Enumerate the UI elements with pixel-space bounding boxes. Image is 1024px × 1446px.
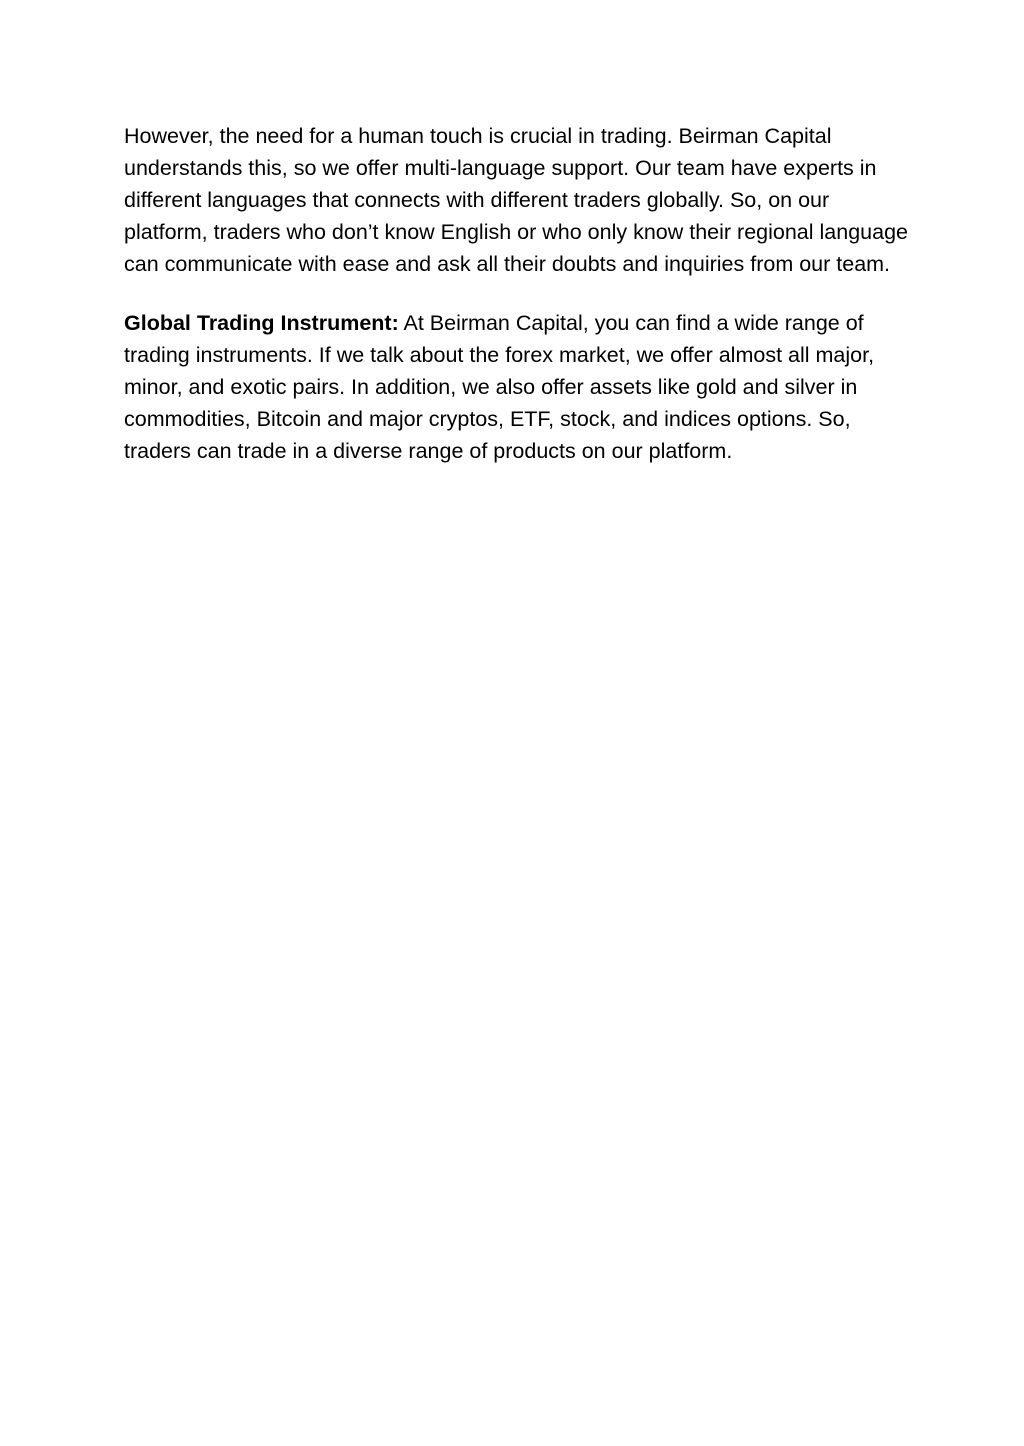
paragraph-multilanguage-support	[124, 120, 914, 280]
paragraph-heading: Global Trading Instrument:	[124, 311, 399, 335]
document-page	[124, 120, 914, 494]
paragraph-body: At Beirman Capital, you can find a wide range of trading instruments. If we talk about the forex market, we offer almost all major, minor, and exotic pairs. In addition, we also offer assets like gold and silver in commodities, Bitcoin and major cryptos, ETF, stock, and indices options. So, traders can trade in a diverse range of products on our platform.	[124, 311, 875, 463]
paragraph-body: However, the need for a human touch is crucial in trading. Beirman Capital understands this, so we offer multi-language support. Our team have experts in different languages that connects with different traders globally. So, on our platform, traders who don’t know English or who only know their regional language can communicate with ease and ask all their doubts and inquiries from our team.	[124, 124, 908, 276]
paragraph-global-trading-instrument	[124, 307, 914, 467]
